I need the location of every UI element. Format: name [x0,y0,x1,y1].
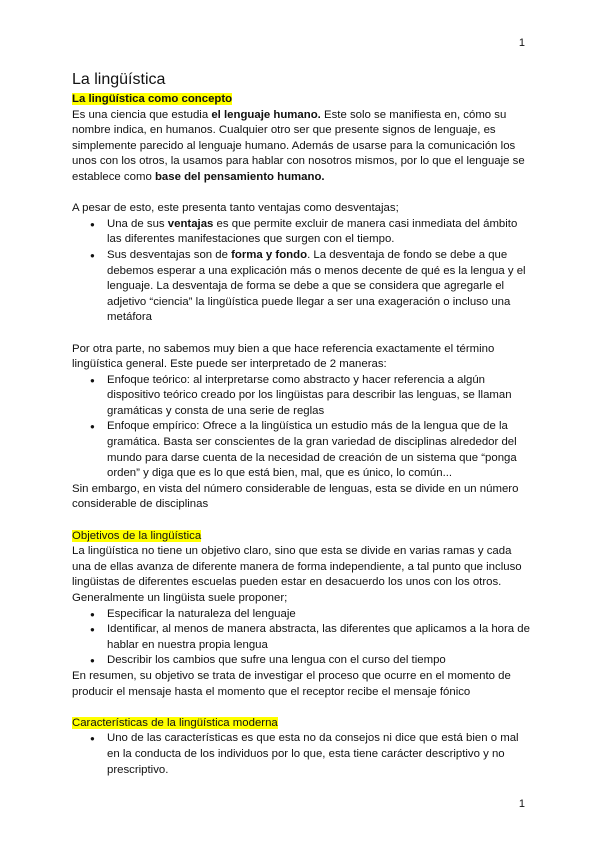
list-objetivos [72,607,532,669]
document-body [72,70,532,778]
paragraph-ventajas-intro: A pesar de esto, este presenta tanto ventajas como desventajas; [72,202,399,215]
bold-term: forma y fondo [231,248,308,261]
section-heading-objetivos [72,529,532,545]
highlighted-heading-text: La lingüística como concepto [72,93,233,105]
bold-term: ventajas [167,217,214,230]
text-run: Sus desventajas son de [107,248,232,261]
list-enfoques [72,373,532,482]
highlighted-heading-text: Características de la lingüística moderna [72,716,278,729]
list-caracteristicas [72,731,532,778]
document-title: La lingüística [72,71,166,88]
section-heading-caracteristicas [72,716,532,732]
list-item: ● Describir los cambios que sufre una lengua con el curso del tiempo [72,653,532,669]
list-item [72,217,532,248]
list-item: ● Enfoque teórico: al interpretarse como abstracto y hacer referencia a algún dispositivo teórico creado por los lingüistas para describir las lenguas, se llaman gramáticas y consta de una serie de reglas [72,373,532,420]
paragraph-objetivos: La lingüística no tiene un objetivo claro, sino que esta se divide en varias ramas y cada una de ellas avanza de diferente manera de forma independiente, a tal punto que incluso lingüistas de diferentes escuelas pueden estar en desacuerdo los unos con los otros. Generalmente un lingüista suele proponer; [72,545,522,604]
bold-term: base del pensamiento humano. [154,170,325,183]
paragraph-disciplinas: Sin embargo, en vista del número considerable de lenguas, esta se divide en un número considerable de disciplinas [72,482,519,511]
list-item: ● Uno de las características es que esta no da consejos ni dice que está bien o mal en la conducta de los individuos por lo que, esta tiene carácter descriptivo y no prescriptivo. [72,731,532,778]
page-number-top: 1 [518,37,525,49]
highlighted-heading-text: Objetivos de la lingüística [72,529,202,542]
paragraph-definicion [72,108,532,186]
list-item: ● Enfoque empírico: Ofrece a la lingüística un estudio más de la lengua que de la gramática. Basta ser conscientes de la gran variedad de disciplinas alrededor del mundo para darse cuenta de la necesidad de creación de un sistema que “ponga orden” y diga que es lo que está bien, mal, que es único, lo común... [72,419,532,481]
bold-term: el lenguaje humano. [211,108,321,121]
text-run: . La desventaja de fondo se debe a que debemos esperar a una explicación más o menos decente de qué es la lengua y el lenguaje. La desventaja de forma se debe a que se considera que agregarle el adjetivo “ciencia” la lingüística puede llegar a ser una exageración o incluso una metáfora [107,248,526,324]
list-item [72,248,532,326]
section-heading-concepto [72,92,532,108]
list-item: ● Especificar la naturaleza del lenguaje [72,607,532,623]
paragraph-linguistica-general: Por otra parte, no sabemos muy bien a que hace referencia exactamente el término lingüística general. Este puede ser interpretado de 2 maneras: [72,342,495,371]
list-ventajas [72,217,532,326]
text-run: Una de sus [107,217,168,230]
list-item: ● Identificar, al menos de manera abstracta, las diferentes que aplicamos a la hora de hablar en nuestra propia lengua [72,622,532,653]
text-run: Es una ciencia que estudia [72,108,212,121]
text-run: es que permite excluir de manera casi inmediata del ámbito las diferentes manifestaciones que surgen con el tiempo. [107,217,518,246]
text-run: Este solo se manifiesta en, cómo su nombre indica, en humanos. Cualquier otro ser que presente signos de lenguaje, es simplemente parecido al lenguaje humano. Además de usarse para la comunicación los unos con los otros, la usamos para hablar con nosotros mismos, por lo que el lenguaje se establece como [72,108,525,183]
page-number-bottom: 1 [518,798,525,810]
paragraph-resumen: En resumen, su objetivo se trata de investigar el proceso que ocurre en el momento de producir el mensaje hasta el momento que el receptor recibe el mensaje fónico [72,669,511,698]
